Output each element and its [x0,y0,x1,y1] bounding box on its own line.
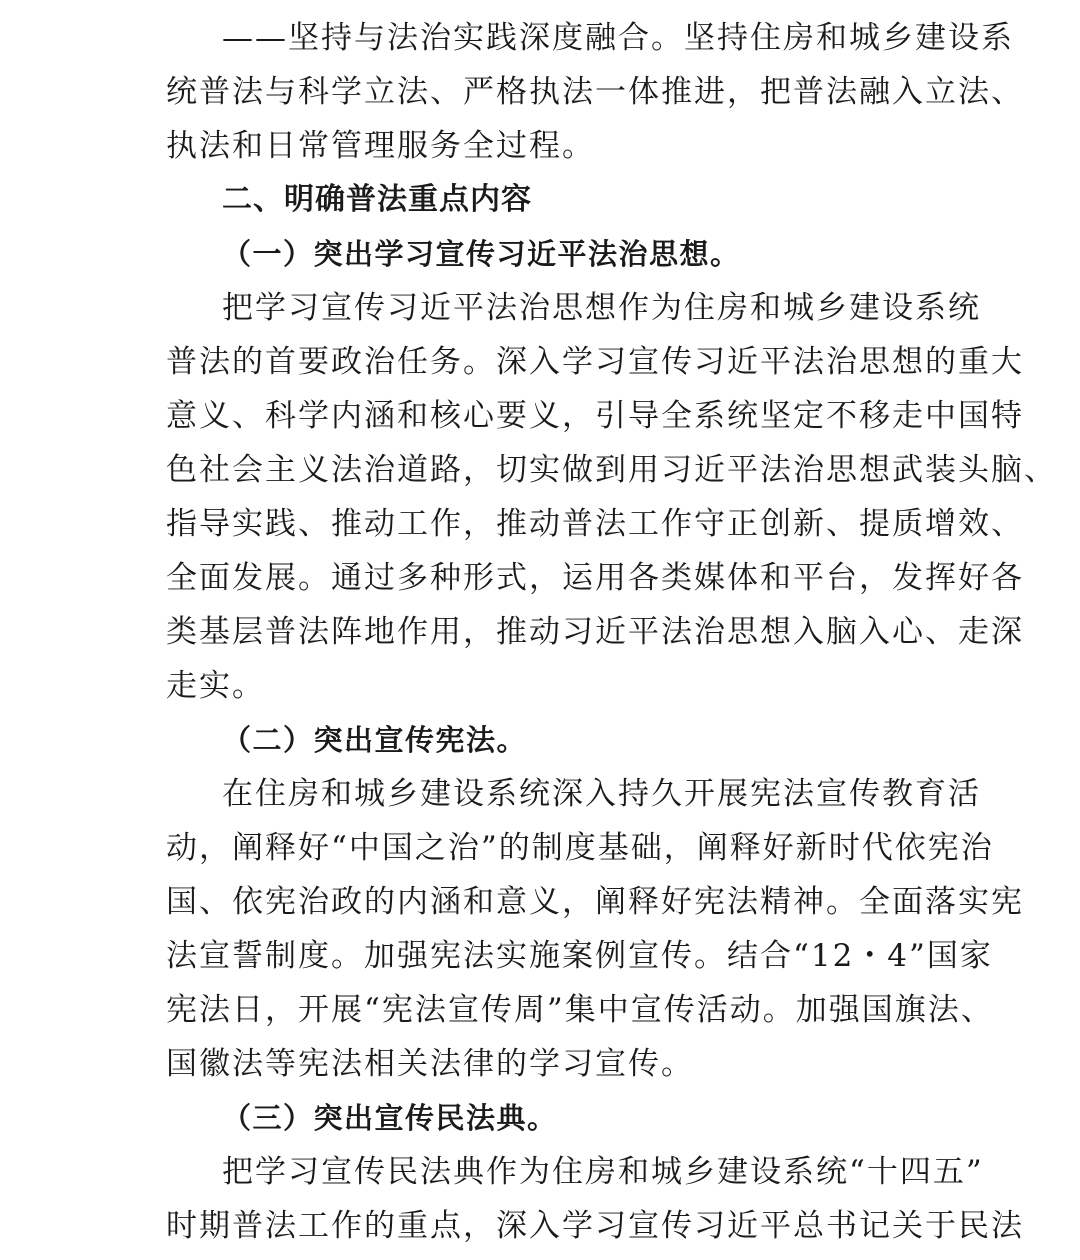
paragraph-line: 国、依宪治政的内涵和意义，阐释好宪法精神。全面落实宪 [166,884,1024,920]
subsection-heading: （三）突出宣传民法典。 [222,1101,558,1135]
paragraph-line: 法宣誓制度。加强宪法实施案例宣传。结合“12・4”国家 [166,938,993,974]
paragraph-line: 统普法与科学立法、严格执法一体推进，把普法融入立法、 [166,74,1024,110]
subsection-heading: （二）突出宣传宪法。 [222,723,528,757]
paragraph-line: 宪法日，开展“宪法宣传周”集中宣传活动。加强国旗法、 [166,992,994,1028]
paragraph-line: 在住房和城乡建设系统深入持久开展宪法宣传教育活 [222,776,981,812]
paragraph-line: 色社会主义法治道路，切实做到用习近平法治思想武装头脑、 [166,452,1057,488]
paragraph-line: 国徽法等宪法相关法律的学习宣传。 [166,1046,694,1082]
paragraph-line: 时期普法工作的重点，深入学习宣传习近平总书记关于民法 [166,1208,1024,1244]
subsection-heading: （一）突出学习宣传习近平法治思想。 [222,237,741,271]
paragraph-line: 动，阐释好“中国之治”的制度基础，阐释好新时代依宪治 [166,830,994,866]
paragraph-line: 执法和日常管理服务全过程。 [166,128,595,164]
paragraph-line: 指导实践、推动工作，推动普法工作守正创新、提质增效、 [166,506,1024,542]
paragraph-line: 把学习宣传民法典作为住房和城乡建设系统“十四五” [222,1154,984,1190]
paragraph-line: ——坚持与法治实践深度融合。坚持住房和城乡建设系 [222,20,1014,56]
paragraph-line: 把学习宣传习近平法治思想作为住房和城乡建设系统 [222,290,981,326]
section-heading: 二、明确普法重点内容 [222,182,532,217]
paragraph-line: 类基层普法阵地作用，推动习近平法治思想入脑入心、走深 [166,614,1024,650]
paragraph-line: 普法的首要政治任务。深入学习宣传习近平法治思想的重大 [166,344,1024,380]
paragraph-line: 全面发展。通过多种形式，运用各类媒体和平台，发挥好各 [166,560,1024,596]
paragraph-line: 意义、科学内涵和核心要义，引导全系统坚定不移走中国特 [166,398,1024,434]
paragraph-line: 走实。 [166,668,265,704]
